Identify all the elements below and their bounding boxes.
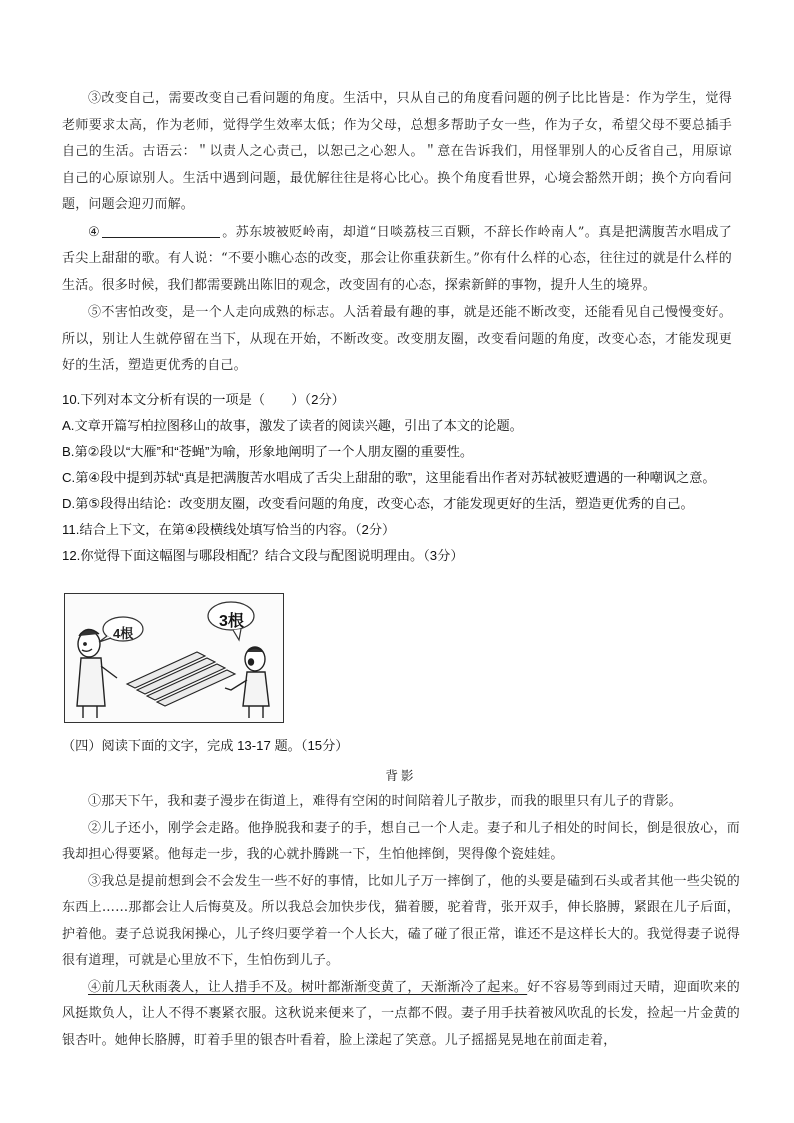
article-paragraph-4-text: 好不容易等到雨过天晴，迎面吹来的风挺欺负人，让人不得不裹紧衣服。这秋说来便来了，一点都不假。妻子用手扶着被风吹乱的长发，捡起一片金黄的银杏叶。她伸长胳膊，盯着手里的银杏叶看着，脸上漾起了笑意。儿子摇摇晃晃地在前面走着， [62, 979, 740, 1048]
question-11: 11.结合上下文，在第④段横线处填写恰当的内容。（2分） [62, 522, 396, 537]
section-4 [62, 733, 740, 1054]
article-paragraph-1: ①那天下午，我和妻子漫步在街道上，难得有空闲的时间陪着儿子散步，而我的眼里只有儿子的背影。 [88, 794, 683, 809]
question-10-option-c: C.第④段中提到苏轼“真是把满腹苦水唱成了舌尖上甜甜的歌”，这里能看出作者对苏轼被贬遭遇的一种嘲讽之意。 [62, 470, 716, 485]
question-10: 10.下列对本文分析有误的一项是（ ）（2分） [62, 392, 345, 407]
passage-continuation [62, 86, 732, 380]
paragraph-5: ⑤不害怕改变，是一个人走向成熟的标志。人活着最有趣的事，就是还能不断改变，还能看见自己慢慢变好。所以，别让人生就停留在当下，从现在开始，不断改变。改变朋友圈，改变看问题的角度，改变心态，才能发现更好的生活，塑造更优秀的自己。 [62, 305, 732, 373]
cartoon-drawing [65, 594, 283, 722]
left-person-illustration [77, 629, 117, 718]
article-title: 背影 [385, 768, 417, 783]
question-10-option-d: D.第⑤段得出结论：改变朋友圈，改变看问题的角度，改变心态，才能发现更好的生活，塑造更优秀的自己。 [62, 496, 694, 511]
paragraph-3: ③改变自己，需要改变自己看问题的角度。生活中，只从自己的角度看问题的例子比比皆是：作为学生，觉得老师要求太高，作为老师，觉得学生效率太低；作为父母，总想多帮助子女一些，作为子女，希望父母不要总插手自己的生活。古语云：＂以责人之心责己，以恕己之心恕人。＂意在告诉我们，用怪罪别人的心反省自己，用原谅自己的心原谅别人。生活中遇到问题，最优解往往是将心比心。换个角度看世界，心境会豁然开朗；换个方向看问题，问题会迎刃而解。 [62, 91, 732, 212]
paragraph-4-text: 。苏东坡被贬岭南，却道“日啖荔枝三百颗，不辞长作岭南人”。真是把满腹苦水唱成了舌尖上甜甜的歌。有人说：“不要小瞧心态的改变，那会让你重获新生。”你有什么样的心态，往往过的就是什么样的生活。很多时候，我们都需要跳出陈旧的观念，改变固有的心态，探索新鲜的事物，提升人生的境界。 [62, 224, 733, 293]
paragraph-4 [62, 220, 732, 300]
bubble-left-text: 4根 [113, 626, 134, 641]
question-12: 12.你觉得下面这幅图与哪段相配？结合文段与配图说明理由。（3分） [62, 548, 464, 563]
cartoon-figure [64, 593, 284, 723]
bubble-right-text: 3根 [219, 613, 244, 630]
question-10-option-b: B.第②段以“大雁”和“苍蝇”为喻，形象地阐明了一个人朋友圈的重要性。 [62, 444, 474, 459]
paragraph-4-number: ④ [88, 224, 101, 240]
sticks-illustration [127, 652, 235, 706]
question-10-option-a: A.文章开篇写柏拉图移山的故事，激发了读者的阅读兴趣，引出了本文的论题。 [62, 418, 523, 433]
underlined-sentence: ④前几天秋雨袭人，让人措手不及。树叶都渐渐变黄了，天渐渐冷了起来。 [88, 979, 528, 995]
answer-blank[interactable] [102, 223, 220, 238]
section-4-heading: （四）阅读下面的文字，完成 13-17 题。（15分） [62, 738, 349, 753]
right-person-illustration [225, 647, 269, 718]
article-paragraph-4 [62, 975, 740, 1055]
questions-block [62, 387, 742, 569]
article-paragraph-2: ②儿子还小，刚学会走路。他挣脱我和妻子的手，想自己一个人走。妻子和儿子相处的时间长，倒是很放心，而我却担心得要紧。他每走一步，我的心就扑腾跳一下，生怕他摔倒，哭得像个瓷娃娃。 [62, 820, 740, 862]
article-paragraph-3: ③我总是提前想到会不会发生一些不好的事情，比如儿子万一摔倒了，他的头要是磕到石头或者其他一些尖锐的东西上……那都会让人后悔莫及。所以我总会加快步伐，猫着腰，驼着背，张开双手，伸长胳膊，紧跟在儿子后面，护着他。妻子总说我闲操心，儿子终归要学着一个人长大，磕了碰了很正常，谁还不是这样长大的。我觉得妻子说得很有道理，可就是心里放不下，生怕伤到儿子。 [62, 873, 740, 968]
